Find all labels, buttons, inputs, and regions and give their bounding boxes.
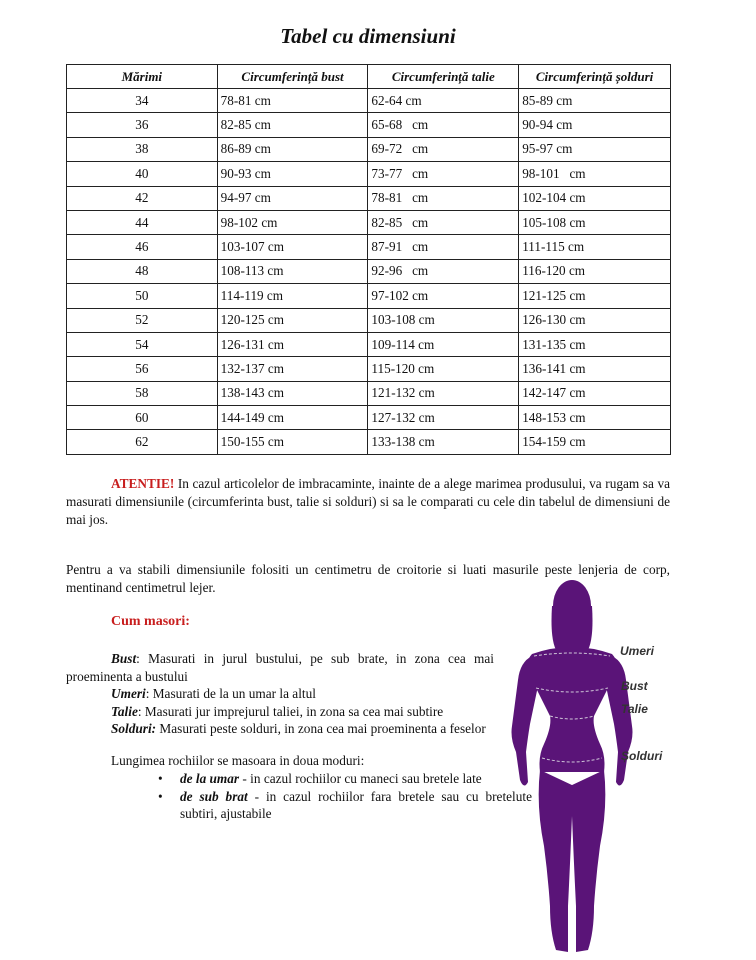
- hips-cell: 105-108 cm: [519, 210, 671, 234]
- waist-cell: 115-120 cm: [368, 357, 519, 381]
- bust-cell: 103-107 cm: [217, 235, 368, 259]
- table-row: [67, 235, 671, 259]
- waist-cell: 109-114 cm: [368, 332, 519, 356]
- waist-cell: 133-138 cm: [368, 430, 519, 454]
- bust-cell: 138-143 cm: [217, 381, 368, 405]
- hips-cell: 142-147 cm: [519, 381, 671, 405]
- size-cell: 46: [67, 235, 218, 259]
- size-cell: 36: [67, 113, 218, 137]
- hips-cell: 95-97 cm: [519, 137, 671, 161]
- bust-cell: 78-81 cm: [217, 89, 368, 113]
- waist-cell: 62-64 cm: [368, 89, 519, 113]
- size-cell: 38: [67, 137, 218, 161]
- hips-cell: 98-101 cm: [519, 162, 671, 186]
- size-cell: 56: [67, 357, 218, 381]
- attention-paragraph: [66, 475, 670, 529]
- length-list: [140, 770, 532, 823]
- waist-cell: 69-72 cm: [368, 137, 519, 161]
- intro-paragraph: Pentru a va stabili dimensiunile folositi un centimetru de croitorie si luati masurile peste lenjeria de corp, mentinand centimetrul lejer.: [66, 562, 670, 595]
- table-row: [67, 430, 671, 454]
- waist-cell: 103-108 cm: [368, 308, 519, 332]
- table-row: [67, 89, 671, 113]
- header-waist: Circumferință talie: [368, 65, 519, 89]
- bust-cell: 120-125 cm: [217, 308, 368, 332]
- size-cell: 58: [67, 381, 218, 405]
- table-row: [67, 406, 671, 430]
- bust-cell: 132-137 cm: [217, 357, 368, 381]
- table-row: [67, 113, 671, 137]
- bust-cell: 90-93 cm: [217, 162, 368, 186]
- size-cell: 34: [67, 89, 218, 113]
- hips-cell: 116-120 cm: [519, 259, 671, 283]
- bust-cell: 150-155 cm: [217, 430, 368, 454]
- hips-cell: 85-89 cm: [519, 89, 671, 113]
- size-cell: 40: [67, 162, 218, 186]
- attention-label: ATENTIE!: [111, 476, 175, 491]
- measure-bust: Bust: Masurati in jurul bustului, pe sub brate, in zona cea mai proeminenta a bustului: [66, 651, 494, 684]
- page-title: Tabel cu dimensiuni: [280, 24, 456, 48]
- size-cell: 54: [67, 332, 218, 356]
- size-cell: 48: [67, 259, 218, 283]
- hips-cell: 121-125 cm: [519, 284, 671, 308]
- table-row: [67, 186, 671, 210]
- list-item: • de sub brat - in cazul rochiilor fara bretele sau cu bretelute subtiri, ajustabile: [180, 788, 532, 823]
- table-row: [67, 357, 671, 381]
- label-waist: Talie: [621, 702, 648, 716]
- bust-cell: 94-97 cm: [217, 186, 368, 210]
- size-cell: 50: [67, 284, 218, 308]
- waist-cell: 73-77 cm: [368, 162, 519, 186]
- table-row: [67, 332, 671, 356]
- table-row: [67, 259, 671, 283]
- waist-cell: 92-96 cm: [368, 259, 519, 283]
- body-silhouette-icon: [490, 576, 680, 960]
- table-row: [67, 284, 671, 308]
- waist-cell: 127-132 cm: [368, 406, 519, 430]
- measure-hips: Solduri: Masurati peste solduri, in zona cea mai proeminenta a feselor: [111, 721, 486, 736]
- waist-cell: 87-91 cm: [368, 235, 519, 259]
- bust-cell: 98-102 cm: [217, 210, 368, 234]
- bust-cell: 108-113 cm: [217, 259, 368, 283]
- size-cell: 60: [67, 406, 218, 430]
- hips-cell: 154-159 cm: [519, 430, 671, 454]
- header-bust: Circumferință bust: [217, 65, 368, 89]
- hips-cell: 102-104 cm: [519, 186, 671, 210]
- bust-cell: 86-89 cm: [217, 137, 368, 161]
- header-hips: Circumferință șolduri: [519, 65, 671, 89]
- how-to-measure-title: Cum masori:: [111, 614, 190, 629]
- label-hips: Șolduri: [621, 749, 663, 763]
- waist-cell: 97-102 cm: [368, 284, 519, 308]
- list-item: • de la umar - in cazul rochiilor cu maneci sau bretele late: [180, 770, 532, 788]
- bust-cell: 114-119 cm: [217, 284, 368, 308]
- header-sizes: Mărimi: [67, 65, 218, 89]
- hips-cell: 131-135 cm: [519, 332, 671, 356]
- table-row: [67, 381, 671, 405]
- hips-cell: 111-115 cm: [519, 235, 671, 259]
- table-row: [67, 137, 671, 161]
- waist-cell: 78-81 cm: [368, 186, 519, 210]
- bust-cell: 126-131 cm: [217, 332, 368, 356]
- table-row: [67, 210, 671, 234]
- measure-list: [66, 650, 494, 738]
- size-table: [66, 64, 671, 455]
- hips-cell: 126-130 cm: [519, 308, 671, 332]
- measure-waist: Talie: Masurati jur imprejurul taliei, in zona sa cea mai subtire: [111, 703, 444, 719]
- bust-cell: 144-149 cm: [217, 406, 368, 430]
- waist-cell: 82-85 cm: [368, 210, 519, 234]
- table-header-row: [67, 65, 671, 89]
- table-row: [67, 308, 671, 332]
- label-bust: Bust: [621, 679, 648, 693]
- hips-cell: 90-94 cm: [519, 113, 671, 137]
- label-shoulders: Umeri: [620, 644, 655, 658]
- length-intro: Lungimea rochiilor se masoara in doua moduri:: [111, 753, 365, 768]
- waist-cell: 65-68 cm: [368, 113, 519, 137]
- measure-shoulders: Umeri: Masurati de la un umar la altul: [111, 686, 316, 701]
- hips-cell: 148-153 cm: [519, 406, 671, 430]
- hips-cell: 136-141 cm: [519, 357, 671, 381]
- size-cell: 62: [67, 430, 218, 454]
- size-cell: 44: [67, 210, 218, 234]
- size-cell: 52: [67, 308, 218, 332]
- bust-cell: 82-85 cm: [217, 113, 368, 137]
- size-cell: 42: [67, 186, 218, 210]
- attention-text: In cazul articolelor de imbracaminte, inainte de a alege marimea produsului, va rugam sa va masurati dimensiunile (circumferinta bust, talie si solduri) si sa le comparati cu cele din tabelul de dimensiuni de mai jos.: [66, 476, 670, 527]
- waist-cell: 121-132 cm: [368, 381, 519, 405]
- table-row: [67, 162, 671, 186]
